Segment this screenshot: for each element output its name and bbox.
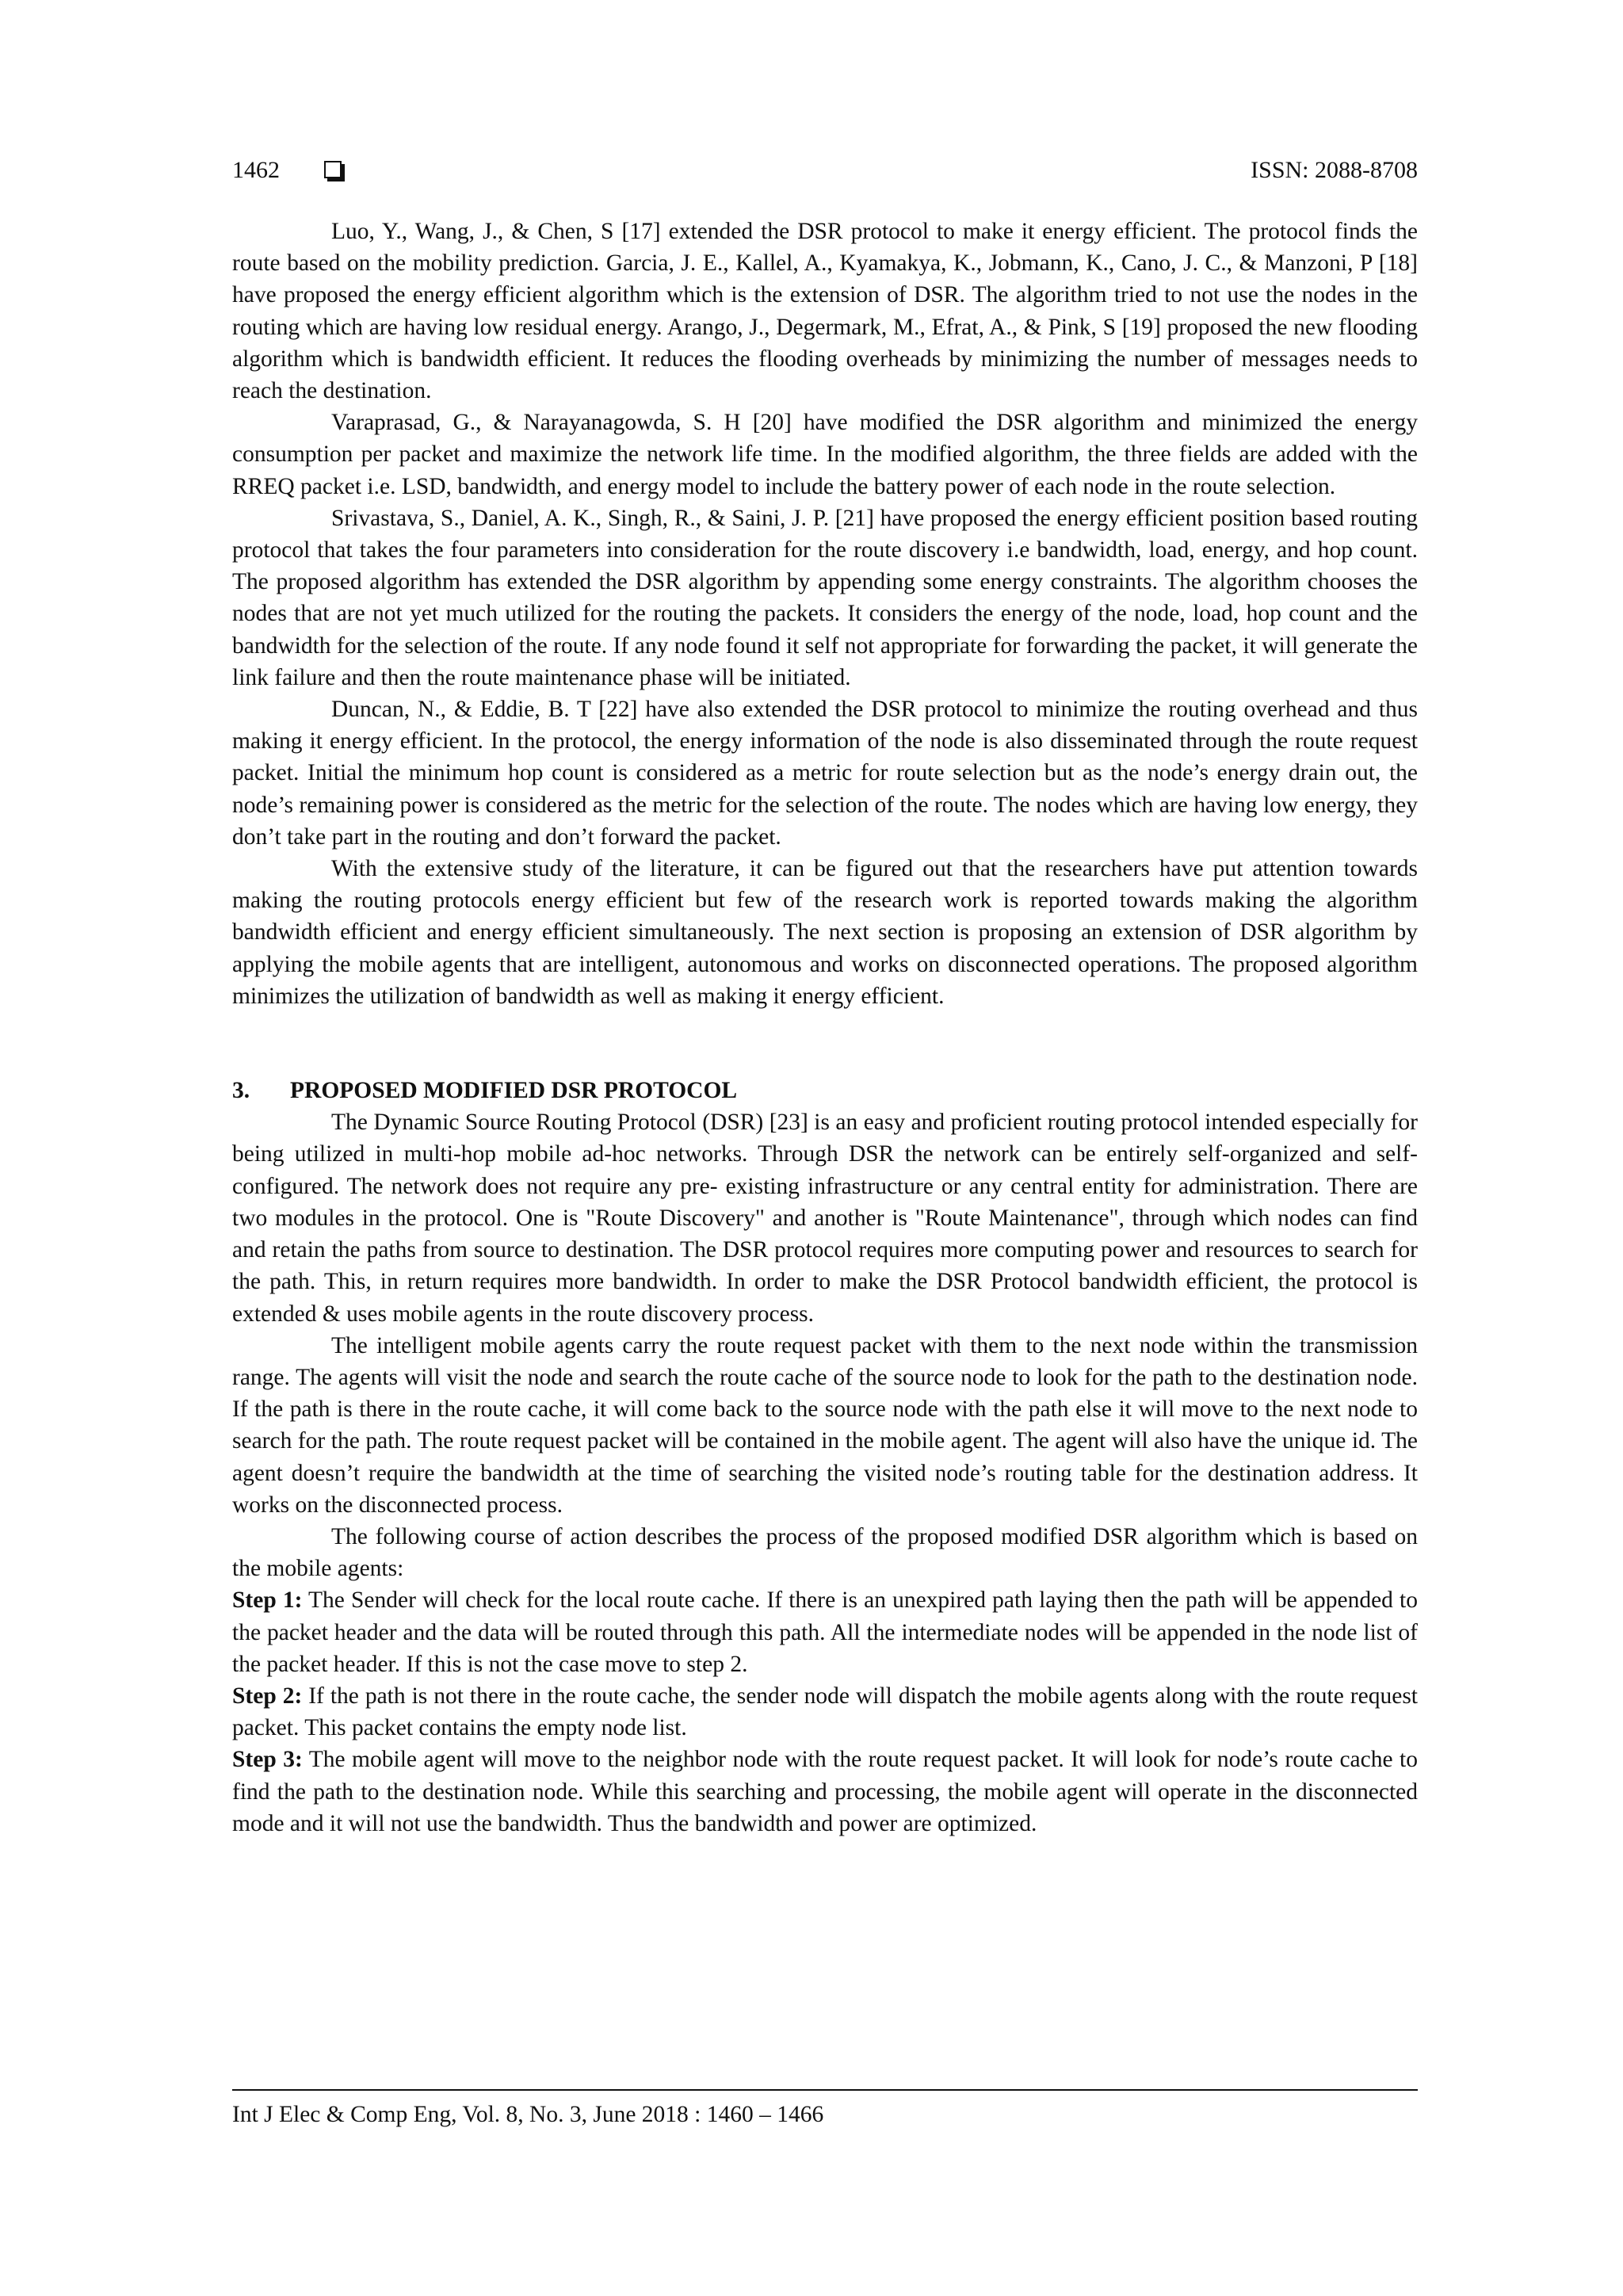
footer-citation: Int J Elec & Comp Eng, Vol. 8, No. 3, June 2018 : 1460 – 1466 bbox=[232, 2102, 824, 2127]
step-item bbox=[232, 1584, 1418, 1680]
section-title: PROPOSED MODIFIED DSR PROTOCOL bbox=[290, 1078, 738, 1104]
step-label: Step 3: bbox=[232, 1747, 303, 1773]
paragraph: The intelligent mobile agents carry the route request packet with them to the next node within the transmission range. The agents will visit the node and search the route cache of the source node to look for the path to the destination node. If the path is there in the route cache, it will come back to the source node with the path else it will move to the next node to search for the path. The route request packet will be contained in the mobile agent. The agent will also have the unique id. The agent doesn’t require the bandwidth at the time of searching the visited node’s routing table for the destination address. It works on the disconnected process. bbox=[232, 1332, 1418, 1518]
issn-label: ISSN: 2088-8708 bbox=[1251, 157, 1418, 183]
step-label: Step 1: bbox=[232, 1587, 303, 1614]
paragraph: Varaprasad, G., & Narayanagowda, S. H [20] have modified the DSR algorithm and minimized the energy consumption per packet and maximize the network life time. In the modified algorithm, the three fields are added with the RREQ packet i.e. LSD, bandwidth, and energy model to include the battery power of each node in the route selection. bbox=[232, 410, 1418, 499]
page-number: 1462 bbox=[232, 157, 280, 183]
paragraph: Luo, Y., Wang, J., & Chen, S [17] extended the DSR protocol to make it energy efficient. The protocol finds the route based on the mobility prediction. Garcia, J. E., Kallel, A., Kyamakya, K., Jobmann, K., Cano, J. C., & Manzoni, P [18] have proposed the energy efficient algorithm which is the extension of DSR. The algorithm tried to not use the nodes in the routing which are having low residual energy. Arango, J., Degermark, M., Efrat, A., & Pink, S [19] proposed the new flooding algorithm which is bandwidth efficient. It reduces the flooding overheads by minimizing the number of messages needs to reach the destination. bbox=[232, 219, 1418, 404]
paragraph: Srivastava, S., Daniel, A. K., Singh, R., & Saini, J. P. [21] have proposed the energy efficient position based routing protocol that takes the four parameters into consideration for the route discovery i.e bandwidth, load, energy, and hop count. The proposed algorithm has extended the DSR algorithm by appending some energy constraints. The algorithm chooses the nodes that are not yet much utilized for the routing the packets. It considers the energy of the node, load, hop count and the bandwidth for the selection of the route. If any node found it self not appropriate for forwarding the packet, it will generate the link failure and then the route maintenance phase will be initiated. bbox=[232, 505, 1418, 690]
paragraph: The Dynamic Source Routing Protocol (DSR) [23] is an easy and proficient routing protocol intended especially for being utilized in multi-hop mobile ad-hoc networks. Through DSR the network can be entirely self-organized and self-configured. The network does not require any pre- existing infrastructure or any central entity for administration. There are two modules in the protocol. One is "Route Discovery" and another is "Route Maintenance", through which nodes can find and retain the paths from source to destination. The DSR protocol requires more computing power and resources to search for the path. This, in return requires more bandwidth. In order to make the DSR Protocol bandwidth efficient, the protocol is extended & uses mobile agents in the route discovery process. bbox=[232, 1110, 1418, 1327]
paragraph: The following course of action describes the process of the proposed modified DSR algorithm which is based on the mobile agents: bbox=[232, 1523, 1418, 1582]
section-number: 3. bbox=[232, 1078, 250, 1104]
footer-divider bbox=[232, 2089, 1418, 2091]
square-box-icon bbox=[324, 161, 342, 178]
paragraph: Duncan, N., & Eddie, B. T [22] have also extended the DSR protocol to minimize the routing overhead and thus making it energy efficient. In the protocol, the energy information of the node is also disseminated through the route request packet. Initial the minimum hop count is considered as a metric for route selection but as the node’s energy drain out, the node’s remaining power is considered as the metric for the selection of the route. The nodes which are having low energy, they don’t take part in the routing and don’t forward the packet. bbox=[232, 697, 1418, 850]
step-item bbox=[232, 1680, 1418, 1744]
page-header bbox=[232, 155, 1418, 186]
step-text: The Sender will check for the local route cache. If there is an unexpired path laying then the path will be appended to the packet header and the data will be routed through this path. All the intermediate nodes will be appended in the node list of the packet header. If this is not the case move to step 2. bbox=[232, 1587, 1418, 1677]
step-label: Step 2: bbox=[232, 1683, 303, 1709]
step-text: If the path is not there in the route cache, the sender node will dispatch the mobile agents along with the route request packet. This packet contains the empty node list. bbox=[232, 1683, 1418, 1741]
paragraph: With the extensive study of the literature, it can be figured out that the researchers have put attention towards making the routing protocols energy efficient but few of the research work is reported towards making the algorithm bandwidth efficient and energy efficient simultaneously. The next section is proposing an extension of DSR algorithm by applying the mobile agents that are intelligent, autonomous and works on disconnected operations. The proposed algorithm minimizes the utilization of bandwidth as well as making it energy efficient. bbox=[232, 856, 1418, 1009]
section-heading bbox=[232, 1075, 1418, 1106]
step-text: The mobile agent will move to the neighbor node with the route request packet. It will look for node’s route cache to find the path to the destination node. While this searching and processing, the mobile agent will operate in the disconnected mode and it will not use the bandwidth. Thus the bandwidth and power are optimized. bbox=[232, 1747, 1418, 1836]
step-item bbox=[232, 1744, 1418, 1839]
body-text bbox=[232, 216, 1418, 1839]
